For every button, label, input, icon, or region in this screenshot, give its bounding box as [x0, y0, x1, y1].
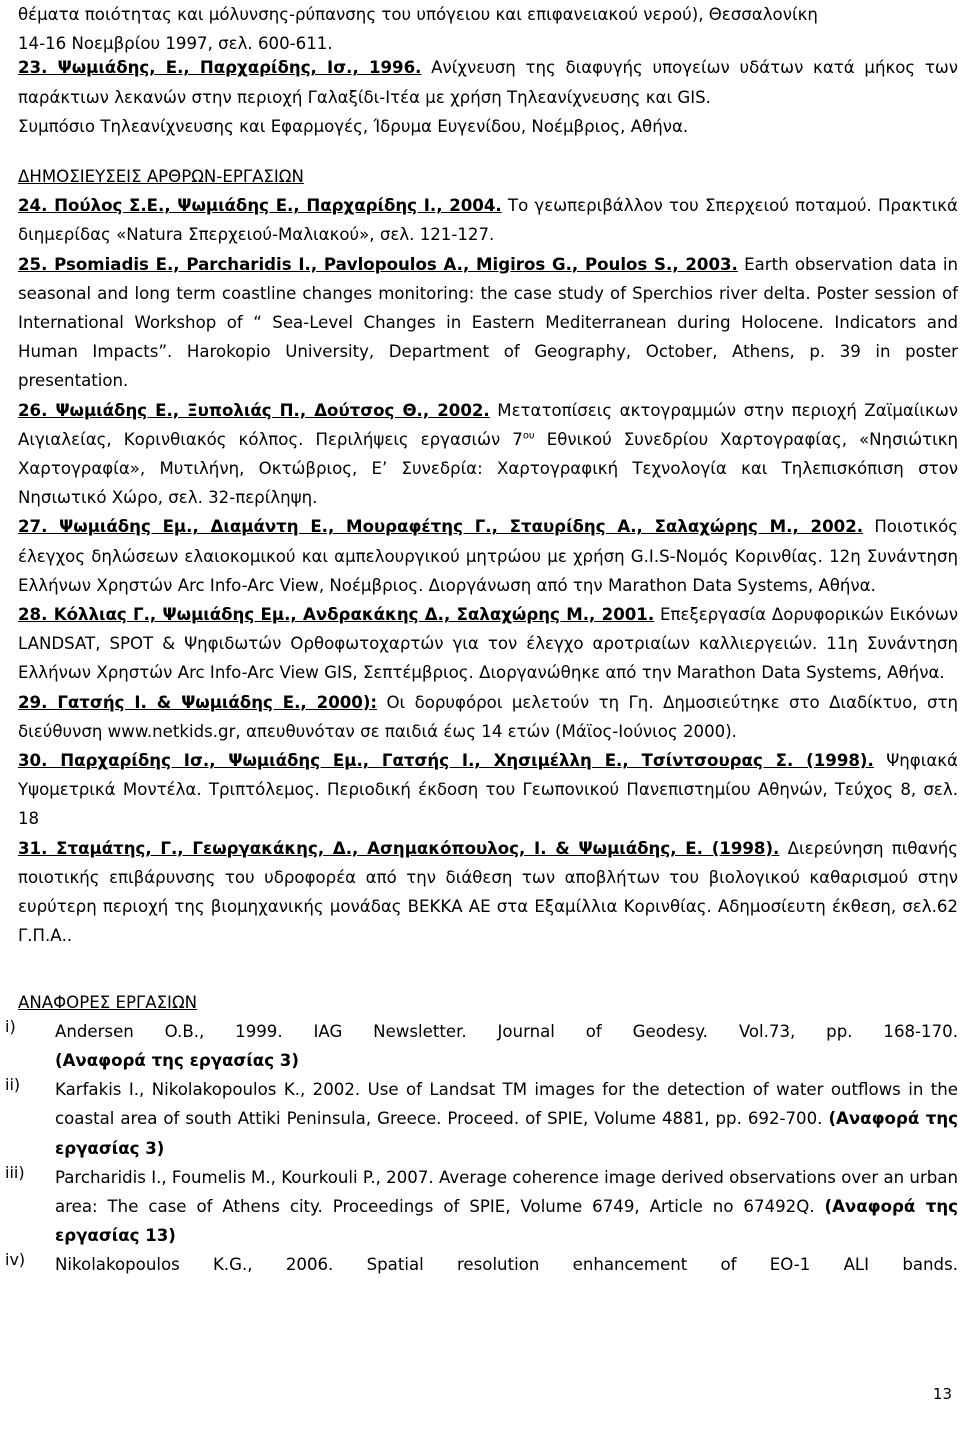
- entry-text: Earth observation data in seasonal and long term coastline changes monitoring: the case study of Sperchios river delta. Poster session of International Workshop of “ Sea-Level Changes in Eastern Mediterranean during Holocene. Indicators and Human Impacts”. Harokopio University, Department of Geography, October, Athens, p. 39 in poster presentation.: [18, 254, 958, 391]
- entry-text: Ανίχνευση της διαφυγής υπογείων υδάτων κατά μήκος των παράκτιων λεκανών στην περιοχή Γαλαξίδι-Ιτέα με χρήση Τηλεανίχνευσης και GIS.: [18, 58, 958, 107]
- citation-item: [5, 1162, 958, 1251]
- citation-text: [55, 1163, 958, 1251]
- entry-text: Οι δορυφόροι μελετούν τη Γη. Δημοσιεύτηκε στο Διαδίκτυο, στη διεύθυνση www.netkids.gr, απευθυνόταν σε παιδιά έως 14 ετών (Μάϊος-Ιούνιος 2000).: [18, 692, 958, 741]
- citation-ref: (Αναφορά της εργασίας 13): [55, 1196, 958, 1246]
- entry-text: Μετατοπίσεις ακτογραμμών στην περιοχή Ζαϊμαίικων Αιγιαλείας, Κορινθιακός κόλπος. Περιλήψεις εργασιών 7: [18, 400, 958, 449]
- citation-item: [5, 1075, 958, 1163]
- entry-authors: 24. Πούλος Σ.Ε., Ψωμιάδης Ε., Παρχαρίδης Ι., 2004.: [18, 196, 502, 216]
- reference-entry-31: [18, 834, 958, 951]
- citation-text: [55, 1075, 958, 1163]
- entry-authors: 23. Ψωμιάδης, Ε., Παρχαρίδης, Ισ., 1996.: [18, 58, 422, 78]
- entry-text: Ψηφιακά Υψομετρικά Μοντέλα. Τριπτόλεμος. Περιοδική έκδοση του Γεωπονικού Πανεπιστημίου Αθηνών, Τεύχος 8, σελ. 18: [18, 751, 958, 829]
- entry-authors: 28. Κόλλιας Γ., Ψωμιάδης Εμ., Ανδρακάκης Δ., Σαλαχώρης Μ., 2001.: [18, 605, 655, 625]
- entry-authors: 25. Psomiadis E., Parcharidis I., Pavlopoulos A., Migiros G., Poulos S., 2003.: [18, 254, 738, 274]
- citation-text: Nikolakopoulos K.G., 2006. Spatial resolution enhancement of EO-1 ALI bands.: [55, 1255, 958, 1275]
- citation-ref: (Αναφορά της εργασίας 3): [55, 1109, 958, 1158]
- entry-authors: 27. Ψωμιάδης Εμ., Διαμάντη Ε., Μουραφέτης Γ., Σταυρίδης Α., Σαλαχώρης Μ., 2002.: [18, 517, 864, 537]
- continued-line-2: 14-16 Νοεμβρίου 1997, σελ. 600-611.: [18, 34, 333, 54]
- entry-text-continued: Συμπόσιο Τηλεανίχνευσης και Εφαρμογές, Ίδρυμα Ευγενίδου, Νοέμβριος, Αθήνα.: [18, 116, 689, 136]
- citation-body: Parcharidis I., Foumelis M., Kourkouli P., 2007. Average coherence image derived observations over an urban area: The case of Athens city. Proceedings of SPIE, Volume 6749, Article no 67492Q.: [55, 1167, 958, 1216]
- citation-item: [5, 1250, 958, 1279]
- entry-authors: 26. Ψωμιάδης Ε., Ξυπολιάς Π., Δούτσος Θ., 2002.: [18, 400, 490, 420]
- section-title-publications: ΔΗΜΟΣΙΕΥΣΕΙΣ ΑΡΘΡΩΝ-ΕΡΓΑΣΙΩΝ: [18, 167, 304, 187]
- entry-authors: 31. Σταμάτης, Γ., Γεωργακάκης, Δ., Ασημακόπουλος, Ι. & Ψωμιάδης, Ε. (1998).: [18, 838, 780, 858]
- reference-entry-27: [18, 512, 958, 600]
- entry-text: Επεξεργασία Δορυφορικών Εικόνων LANDSAT, SPOT & Ψηφιδωτών Ορθοφωτοχαρτών για τον έλεγχο αροτριαίων καλλιεργειών. 11η Συνάντηση Ελλήνων Χρηστών Arc Info-Arc View GIS, Σεπτέμβριος. Διοργανώθηκε από την Marathon Data Systems, Αθήνα.: [18, 605, 958, 683]
- entry-text: Διερεύνηση πιθανής ποιοτικής επιβάρυνσης του υδροφορέα από την διάθεση των αποβλήτων του βιολογικού καθαρισμού στην ευρύτερη περιοχή της βιομηχανικής μονάδας ΒΕΚΚΑ ΑΕ στα Εξαμίλλια Κορινθίας. Αδημοσίευτη έκθεση, σελ.62 Γ.Π.Α..: [18, 838, 958, 946]
- continued-reference: [18, 0, 958, 58]
- citation-text: Andersen O.B., 1999. IAG Newsletter. Journal of Geodesy. Vol.73, pp. 168-170.: [55, 1021, 958, 1041]
- reference-entry-23: [18, 53, 958, 141]
- citation-marker: ii): [5, 1075, 21, 1095]
- entry-authors: 29. Γατσής Ι. & Ψωμιάδης Ε., 2000):: [18, 692, 378, 712]
- citation-marker: iv): [5, 1250, 26, 1270]
- ordinal-superscript: ου: [522, 430, 535, 442]
- reference-entry-30: [18, 746, 958, 834]
- entry-text: Το γεωπεριβάλλον του Σπερχειού ποταμού. Πρακτικά διημερίδας «Natura Σπερχειού-Μαλιακού», σελ. 121-127.: [18, 196, 958, 245]
- reference-entry-24: [18, 191, 958, 249]
- citation-marker: i): [5, 1016, 16, 1036]
- entry-authors: 30. Παρχαρίδης Ισ., Ψωμιάδης Εμ., Γατσής Ι., Χησιμέλλη Ε., Τσίντσουρας Σ. (1998).: [18, 751, 874, 771]
- reference-entry-25: [18, 250, 958, 396]
- section-title-citations: ΑΝΑΦΟΡΕΣ ΕΡΓΑΣΙΩΝ: [18, 992, 198, 1012]
- citation-body: Karfakis I., Nikolakopoulos K., 2002. Use of Landsat TM images for the detection of water outflows in the coastal area of south Attiki Peninsula, Greece. Proceed. of SPIE, Volume 4881, pp. 692-700.: [55, 1080, 958, 1129]
- page-number: 13: [932, 1385, 952, 1403]
- entry-text: Ποιοτικός έλεγχος δηλώσεων ελαιοκομικού και αμπελουργικού μητρώου με χρήση G.I.S-Νομός Κορινθίας. 12η Συνάντηση Ελλήνων Χρηστών Arc Info-Arc View, Νοέμβριος. Διοργάνωση από την Marathon Data Systems, Αθήνα.: [18, 517, 958, 595]
- citation-ref: (Αναφορά της εργασίας 3): [55, 1050, 299, 1070]
- document-page: [5, 0, 958, 1280]
- citation-item: [5, 1016, 958, 1075]
- reference-entry-29: [18, 688, 958, 746]
- entry-text-continued: Εθνικού Συνεδρίου Χαρτογραφίας, «Νησιώτικη Χαρτογραφία», Μυτιλήνη, Οκτώβριος, Ε’ Συνεδρία: Χαρτογραφική Τεχνολογία και Τηλεπισκόπιση στον Νησιωτικό Χώρο, σελ. 32-περίληψη.: [18, 429, 958, 508]
- citation-marker: iii): [5, 1162, 25, 1182]
- reference-entry-26: [18, 396, 958, 513]
- reference-entry-28: [18, 600, 958, 688]
- continued-line-1: θέματα ποιότητας και μόλυνσης-ρύπανσης του υπόγειου και επιφανειακού νερού), Θεσσαλονίκη: [18, 5, 818, 24]
